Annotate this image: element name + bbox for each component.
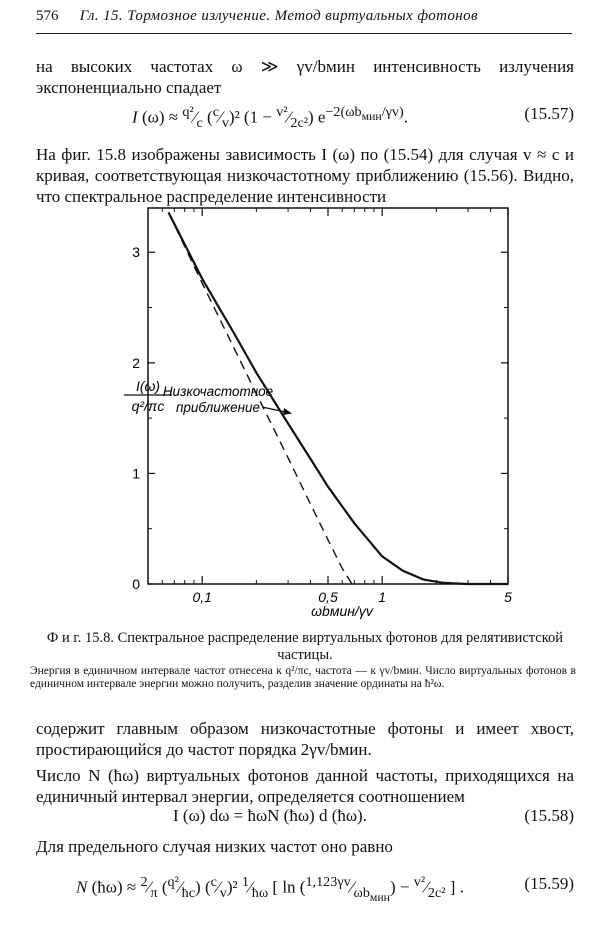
annotation-line-2: приближение <box>175 400 261 415</box>
annotation-arrowhead <box>283 408 292 415</box>
figure-caption-note: Энергия в единичном интервале частот отнесена к q²/πc, частота — к γv/bмин. Число виртуальных фотонов в единичном интервале энергии можно получить, разделив значение ординаты на ħ²ω. <box>30 665 576 690</box>
chapter-title: Гл. 15. Тормозное излучение. Метод виртуальных фотонов <box>79 8 478 24</box>
page-number: 576 <box>36 8 59 24</box>
x-tick-label: 1 <box>378 589 387 605</box>
header-rule <box>36 33 572 34</box>
equation-15-59 <box>36 868 574 904</box>
paragraph-before-eq-15-58: Число N (ħω) виртуальных фотонов данной частоты, приходящихся на единичный интервал энергии, определяется соотношением <box>36 766 574 806</box>
paragraph-before-eq-15-59: Для предельного случая низких частот оно равно <box>36 837 393 856</box>
figure-caption: Ф и г. 15.8. Спектральное распределение виртуальных фотонов для релятивистской частицы. <box>46 630 564 663</box>
y-tick-label: 0 <box>132 576 140 592</box>
y-tick-label: 3 <box>132 244 140 261</box>
annotation-line-1: Низкочастотное <box>162 384 274 399</box>
figure-15-8 <box>0 200 600 625</box>
x-tick-label: 0,1 <box>192 589 212 605</box>
equation-15-57-body: I $(\omega) \approx ^{q^2}⁄_c$ $(^c⁄_v)^2$ $(1 - ^{v^2}⁄_{2c^2})$ $e^{-2(\omega b_{мин}/\gamma v)}$. <box>132 104 408 132</box>
equation-15-58-body: I (ω) dω = ħωN (ħω) d (ħω). <box>173 806 367 825</box>
y-axis-label-denominator: q²/πc <box>131 398 165 414</box>
equation-number: (15.58) <box>524 806 574 825</box>
running-header <box>36 8 576 32</box>
equation-number: (15.57) <box>524 104 574 123</box>
y-tick-label: 2 <box>132 354 140 371</box>
equation-number: (15.59) <box>524 874 574 893</box>
paragraph-after-figure: содержит главным образом низкочастотные фотоны и имеет хвост, простирающийся до частот порядка 2γv/bмин. <box>36 719 574 759</box>
y-axis-label-numerator: I(ω) <box>135 378 161 394</box>
paragraph-intro: на высоких частотах ω ≫ γv/bмин интенсивность излучения экспоненциально спадает <box>36 57 574 97</box>
equation-15-58 <box>36 800 574 836</box>
x-tick-label: 0,5 <box>318 589 338 605</box>
paragraph-fig-reference: На фиг. 15.8 изображены зависимость I (ω) по (15.54) для случая v ≈ c и кривая, соответствующая низкочастотному приближению (15.56). Видно, что спектральное распределение интенсивности <box>36 145 574 206</box>
x-axis-label: ωbмин/γv <box>311 603 373 619</box>
y-tick-label: 1 <box>132 465 140 482</box>
x-tick-label: 5 <box>504 589 512 605</box>
equation-15-57 <box>36 98 574 134</box>
equation-15-59-body: N (ħω) ≈ $^2⁄_\pi$ $(^{q^2}⁄_{ħc})$ $(^c⁄_v)^2$ $^1⁄_{ħ\omega}$ [ $\ln (^{1,123\gamma v}⁄_{\omega b_{мин}})$ − $^{v^2}⁄_{2c^2}$ ] . <box>76 874 464 904</box>
